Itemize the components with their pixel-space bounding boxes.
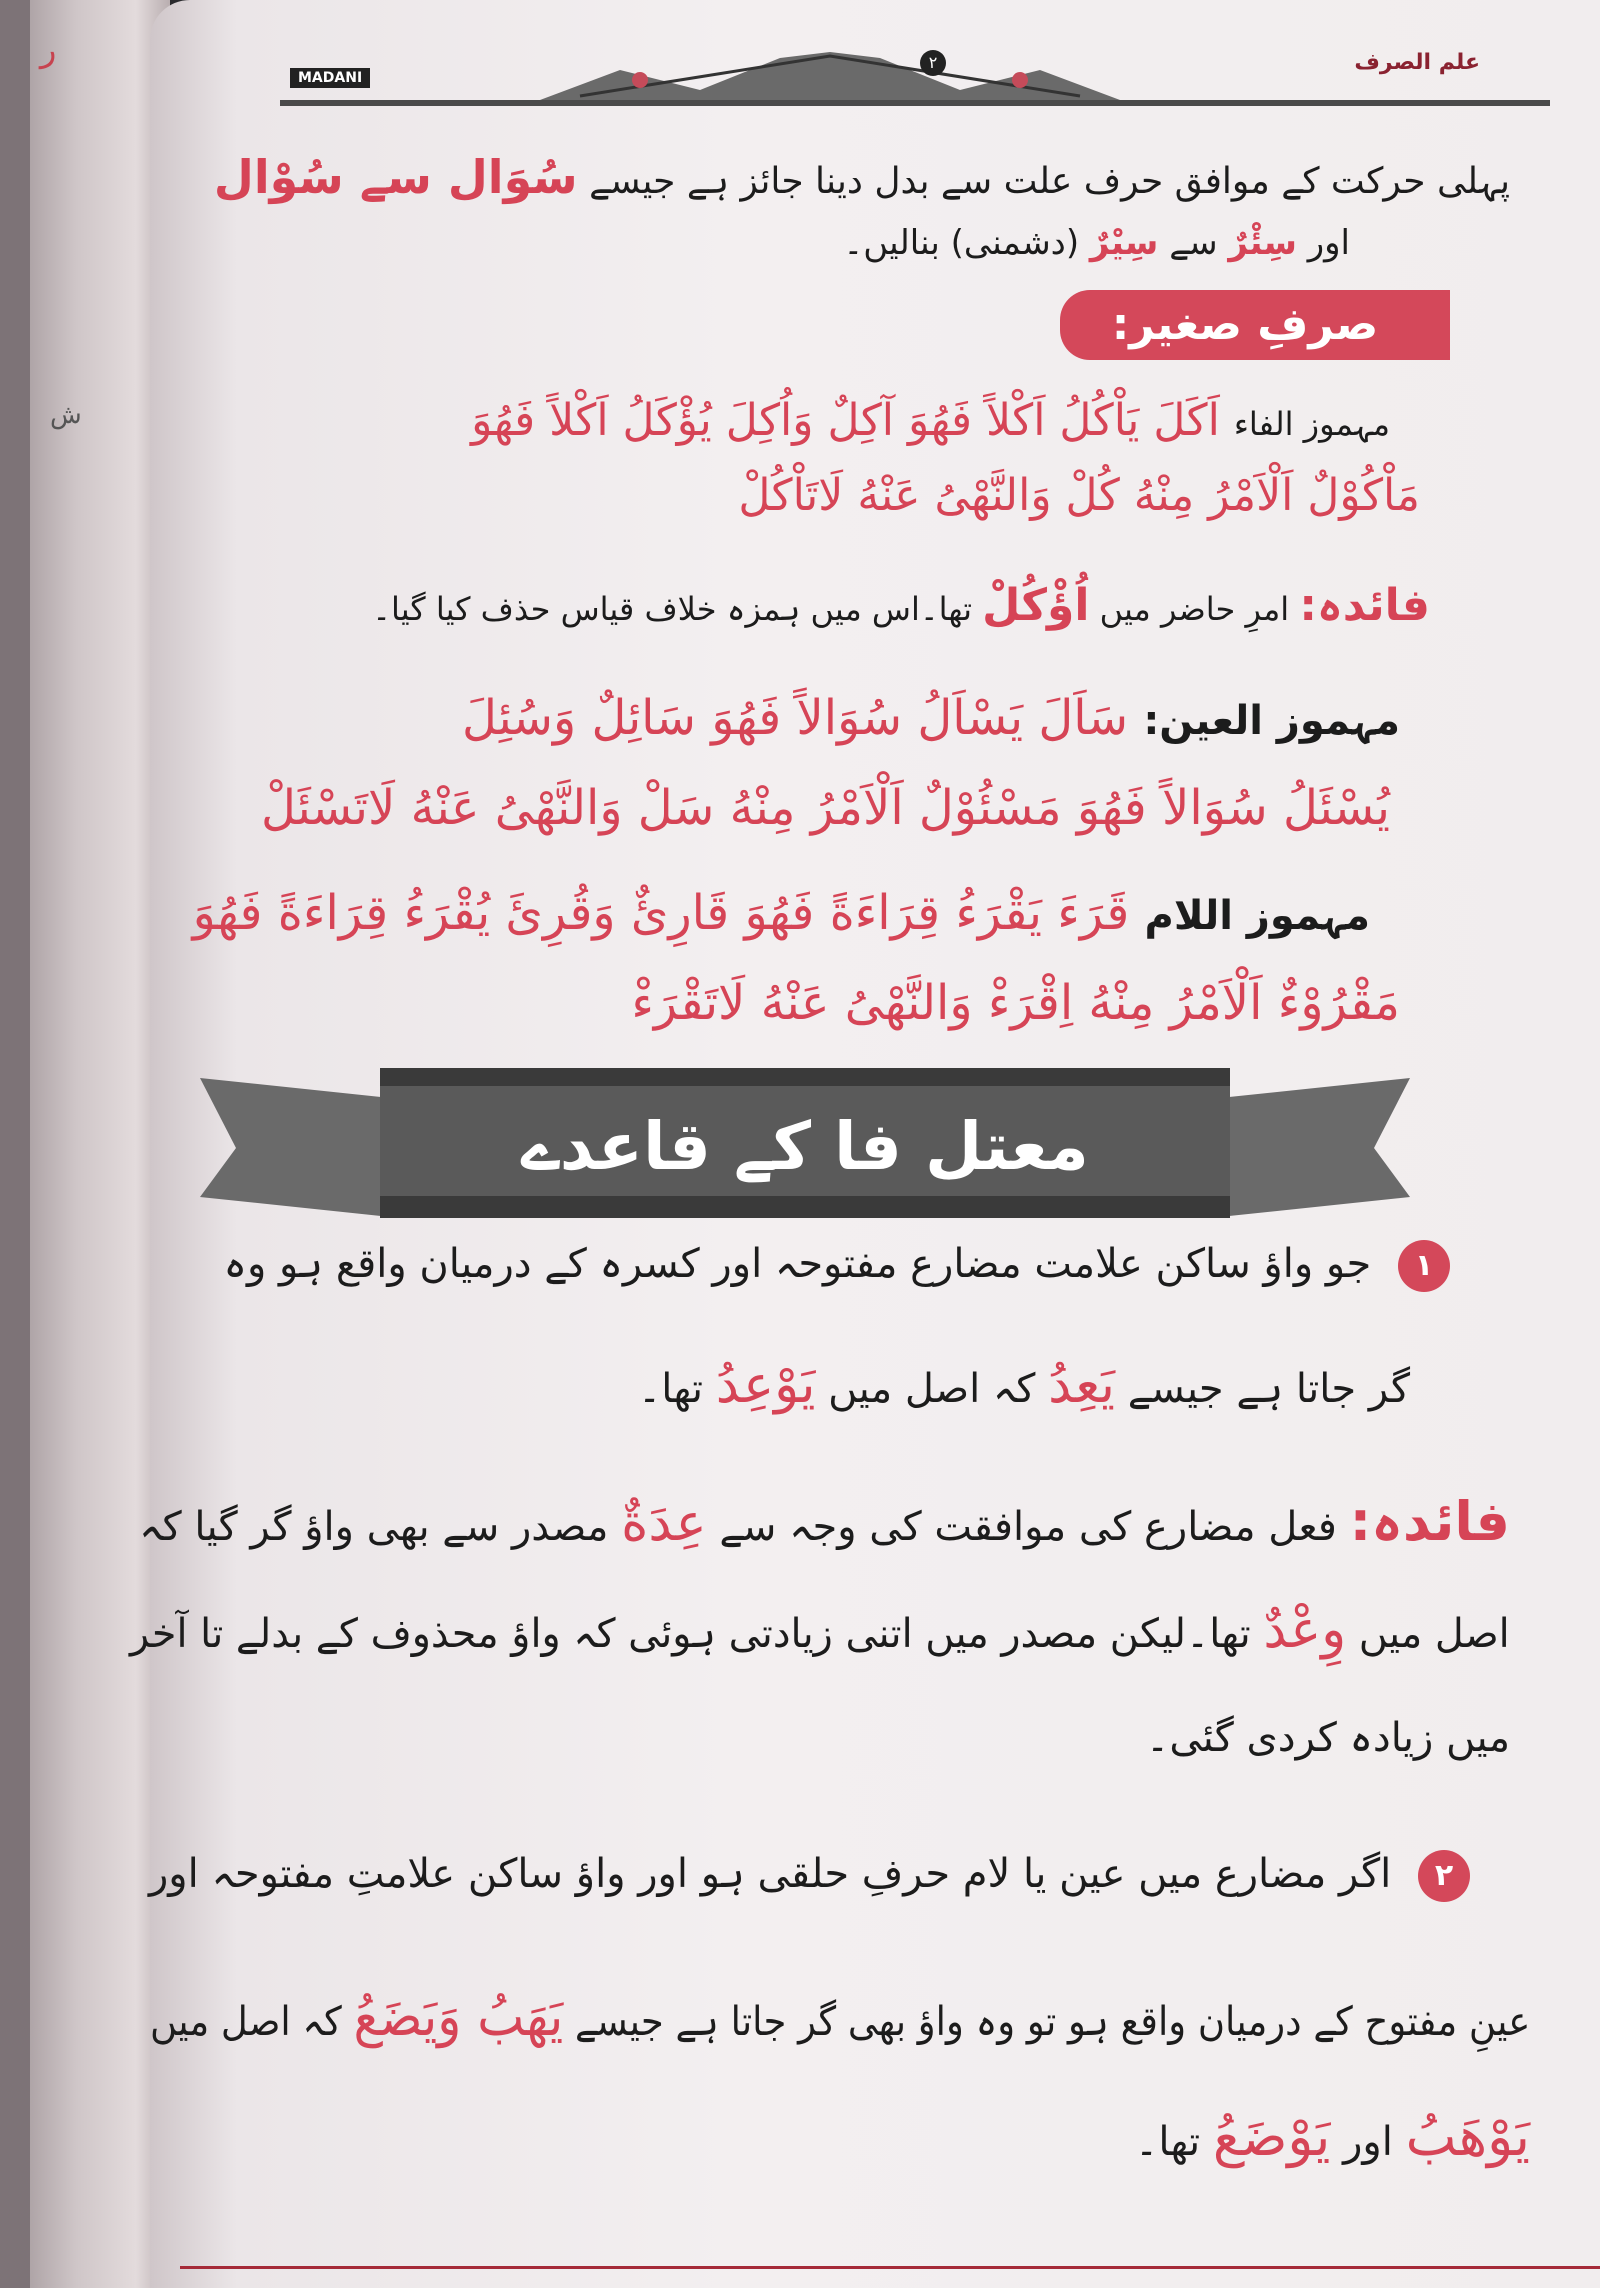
mahmuz-lam-conjugation-2: مَقْرُوْءٌ اَلْاَمْرُ مِنْهُ اِقْرَءْ وَالنَّھْیُ عَنْهُ لَاتَقْرَءْ: [631, 975, 1400, 1031]
rule-1-number: ۱: [1398, 1240, 1450, 1292]
sarf-saghir-badge: [1060, 290, 1430, 360]
rule-2-example-a: یَوْهَبُ: [1405, 2105, 1530, 2168]
header-rule: [280, 100, 1550, 106]
rule-2-line-3: [1135, 2105, 1530, 2168]
faida-1-text-a: امرِ حاضر میں: [1099, 590, 1290, 628]
banner-right-wing: [1210, 1078, 1410, 1218]
mahmuz-lam-line-1: [193, 885, 1370, 941]
rule-1-example-b: یَوْعِدُ: [715, 1355, 816, 1415]
banner-title: معتل فا کے قاعدے: [521, 1108, 1089, 1185]
faida-2-example: عِدَةٌ: [621, 1493, 707, 1553]
faida-2-text-e: میں زیادہ کردی گئی۔: [1145, 1715, 1510, 1761]
rule-1-text-a: گر جاتا ہے جیسے: [1127, 1366, 1410, 1412]
intro-line-1: [214, 150, 1510, 204]
faida-2-label: فائدہ:: [1349, 1490, 1510, 1553]
faida-1-example: اُؤْکُلْ: [982, 580, 1090, 631]
mahmuz-fa-conjugation-2: مَاْکُوْلٌ اَلْاَمْرُ مِنْهُ کُلْ وَالنَّھْیُ عَنْهُ لَاتَاْکُلْ: [738, 470, 1420, 521]
rule-2-text-d: تھا۔: [1134, 2119, 1201, 2165]
mahmuz-fa-line-2: [738, 470, 1420, 521]
faida-2-text-b: مصدر سے بھی واؤ گر گیا کہ: [139, 1504, 609, 1550]
mahmuz-fa-line-1: [471, 395, 1390, 446]
rule-2-number: ۲: [1418, 1850, 1470, 1902]
left-page-fragment: ش: [50, 400, 82, 430]
intro-example: سُوَال سے سُوْال: [213, 150, 578, 204]
rule-1-line-2: [638, 1355, 1410, 1415]
mahmuz-lam-label: مہموز اللام: [1144, 893, 1370, 939]
mahmuz-ain-conjugation-1: سَاَلَ یَسْاَلُ سُوَالاً فَھُوَ سَائِلٌ وَسُئِلَ: [461, 690, 1129, 746]
rule-2-line-1: [149, 1850, 1470, 1902]
page-number: ۲: [920, 50, 946, 76]
page-spine-shadow: [0, 0, 30, 2288]
intro-prefix: اور: [1307, 223, 1350, 263]
section-banner: [200, 1058, 1410, 1223]
rule-2-line-2: [150, 1985, 1530, 2048]
mahmuz-ain-conjugation-2: یُسْئَلُ سُوَالاً فَھُوَ مَسْئُوْلٌ اَلْاَمْرُ مِنْهُ سَلْ وَالنَّھْیُ عَنْهُ لَاتَسْئَلْ: [260, 780, 1390, 836]
badge-label: صرفِ صغیر:: [1111, 299, 1379, 350]
page-header: [280, 40, 1550, 130]
faida-2-line-2: [130, 1600, 1510, 1660]
mahmuz-lam-conjugation-1: قَرَءَ یَقْرَءُ قِرَاءَةً فَھُوَ قَارِئٌ وَقُرِئَ یُقْرَءُ قِرَاءَةً فَھُوَ: [192, 885, 1130, 941]
faida-1: [372, 580, 1430, 631]
badge-tail: [1420, 290, 1450, 360]
header-ornament-icon: [540, 50, 1120, 106]
rule-2-example-b: یَوْضَعُ: [1212, 2105, 1331, 2168]
faida-2-line-3: [1146, 1715, 1510, 1761]
faida-2-text-a: فعل مضارع کی موافقت کی وجہ سے: [719, 1504, 1337, 1550]
book-page: [130, 0, 1600, 2288]
rule-2-text-b: کہ اصل میں: [149, 1999, 342, 2045]
mahmuz-lam-line-2: [631, 975, 1400, 1031]
book-title: علم الصرف: [1354, 50, 1480, 75]
rule-1-example-a: یَعِدُ: [1048, 1355, 1115, 1415]
publisher-logo: MADANI: [290, 68, 370, 88]
rule-1-line-1: [224, 1240, 1450, 1292]
rule-2-text-c: اور: [1343, 2119, 1393, 2165]
rule-2-text: اگر مضارع میں عین یا لام حرفِ حلقی ہو اور واؤ ساکن علامتِ مفتوحہ اور: [148, 1851, 1392, 1897]
faida-2-line-1: [139, 1490, 1510, 1553]
rule-2-text-a: عینِ مفتوح کے درمیان واقع ہو تو وہ واؤ بھی گر جاتا ہے جیسے: [574, 1999, 1530, 2045]
faida-1-label: فائدہ:: [1299, 580, 1430, 631]
faida-2-text-d: تھا۔لیکن مصدر میں اتنی زیادتی ہوئی کہ واؤ محذوف کے بدلے تا آخر: [130, 1611, 1251, 1657]
mahmuz-ain-line-1: [462, 690, 1400, 746]
left-page-fragment: ر: [40, 30, 57, 70]
intro-line-2: [843, 222, 1350, 263]
intro-example-a: سِئْرٌ: [1228, 223, 1297, 263]
rule-1-text-b: کہ اصل میں: [828, 1366, 1036, 1412]
intro-example-b: سِیْرٌ: [1089, 223, 1159, 263]
faida-2-example-b: وِعْدٌ: [1263, 1600, 1347, 1660]
intro-text: پہلی حرکت کے موافق حرف علت سے بدل دینا جائز ہے جیسے: [589, 161, 1510, 202]
mahmuz-fa-conjugation-1: اَکَلَ یَاْکُلُ اَکْلاً فَھُوَ آکِلٌ وَاُکِلَ یُؤْکَلُ اَکْلاً فَھُوَ: [471, 395, 1220, 446]
mahmuz-ain-label: مہموز العین:: [1143, 698, 1400, 744]
intro-mid: سے: [1169, 223, 1218, 263]
faida-2-text-c: اصل میں: [1359, 1611, 1510, 1657]
rule-2-example: یَھَبُ وَیَضَعُ: [353, 1985, 563, 2048]
banner-left-wing: [200, 1078, 400, 1218]
intro-suffix: (دشمنی) بنالیں۔: [843, 223, 1080, 263]
faida-1-text-b: تھا۔اس میں ہمزہ خلاف قیاس حذف کیا گیا۔: [372, 590, 972, 628]
rule-1-text: جو واؤ ساکن علامت مضارع مفتوحہ اور کسرہ کے درمیان واقع ہو وہ: [223, 1241, 1372, 1287]
left-page-edge: [0, 0, 170, 2288]
mahmuz-ain-line-2: [261, 780, 1390, 836]
mahmuz-fa-label: مہموز الفاء: [1233, 405, 1390, 443]
footer-rule: [180, 2266, 1600, 2269]
rule-1-text-c: تھا۔: [637, 1366, 704, 1412]
